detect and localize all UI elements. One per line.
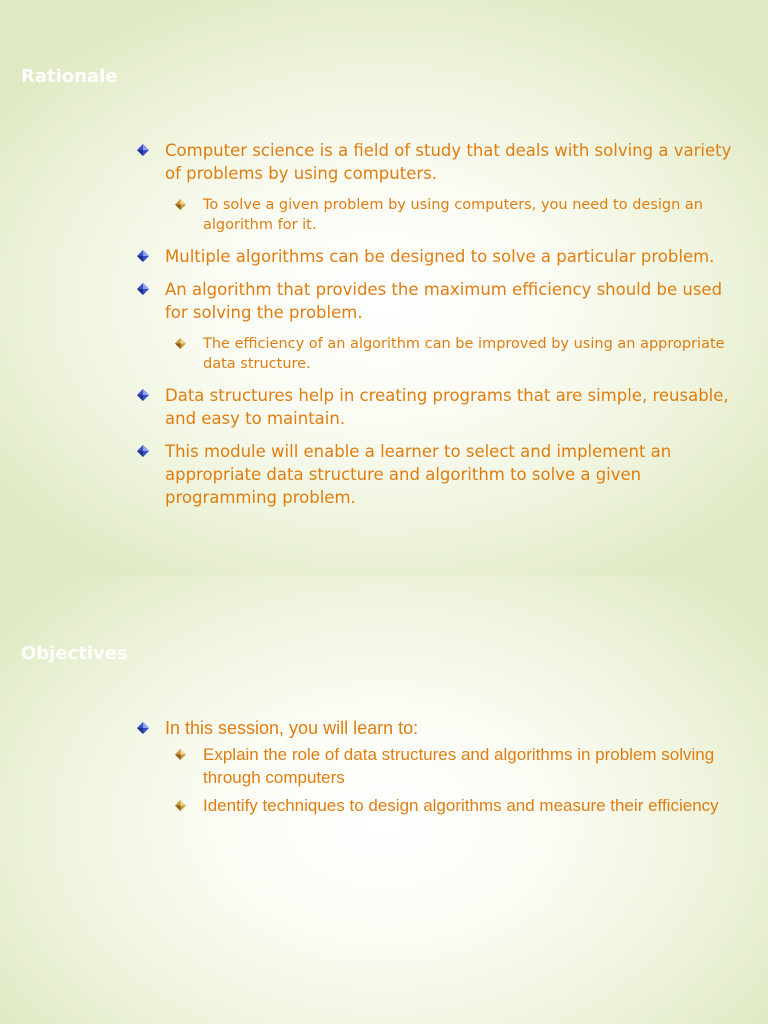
gold-diamond-bullet-icon <box>174 748 187 761</box>
bullet-text: Data structures help in creating programs that are simple, reusable, and easy to maintain. <box>165 386 729 428</box>
blue-diamond-bullet-icon <box>136 721 150 735</box>
gold-diamond-bullet-icon <box>174 198 187 211</box>
bullet-text: This module will enable a learner to select and implement an appropriate data structure and algorithm to solve a given programming problem. <box>165 442 672 507</box>
blue-diamond-bullet-icon <box>136 388 150 402</box>
list-item <box>174 195 746 235</box>
blue-diamond-bullet-icon <box>136 143 150 157</box>
bullet-list <box>136 717 746 817</box>
bullet-text: An algorithm that provides the maximum efficiency should be used for solving the problem. <box>165 280 723 322</box>
bullet-text: Explain the role of data structures and algorithms in problem solving through computers <box>203 745 715 787</box>
bullet-text: Identify techniques to design algorithms and measure their efficiency <box>203 796 719 815</box>
list-item <box>136 245 746 268</box>
list-item <box>174 334 746 374</box>
blue-diamond-bullet-icon <box>136 249 150 263</box>
slide-title: Rationale <box>21 66 118 87</box>
list-item <box>136 717 746 740</box>
list-item <box>136 278 746 324</box>
gold-diamond-bullet-icon <box>174 337 187 350</box>
list-item <box>174 794 746 817</box>
bullet-text: Multiple algorithms can be designed to solve a particular problem. <box>165 247 715 266</box>
blue-diamond-bullet-icon <box>136 444 150 458</box>
list-item <box>136 440 746 509</box>
gold-diamond-bullet-icon <box>174 799 187 812</box>
list-item <box>174 743 746 789</box>
blue-diamond-bullet-icon <box>136 282 150 296</box>
list-item <box>136 384 746 430</box>
slide-objectives <box>0 576 768 1024</box>
bullet-text: In this session, you will learn to: <box>165 718 419 738</box>
bullet-text: The efficiency of an algorithm can be improved by using an appropriate data structure. <box>203 336 725 372</box>
bullet-text: Computer science is a field of study that deals with solving a variety of problems by using computers. <box>165 141 732 183</box>
bullet-text: To solve a given problem by using computers, you need to design an algorithm for it. <box>203 197 703 233</box>
slide-title: Objectives <box>21 643 128 664</box>
list-item <box>136 139 746 185</box>
bullet-list <box>136 139 746 509</box>
